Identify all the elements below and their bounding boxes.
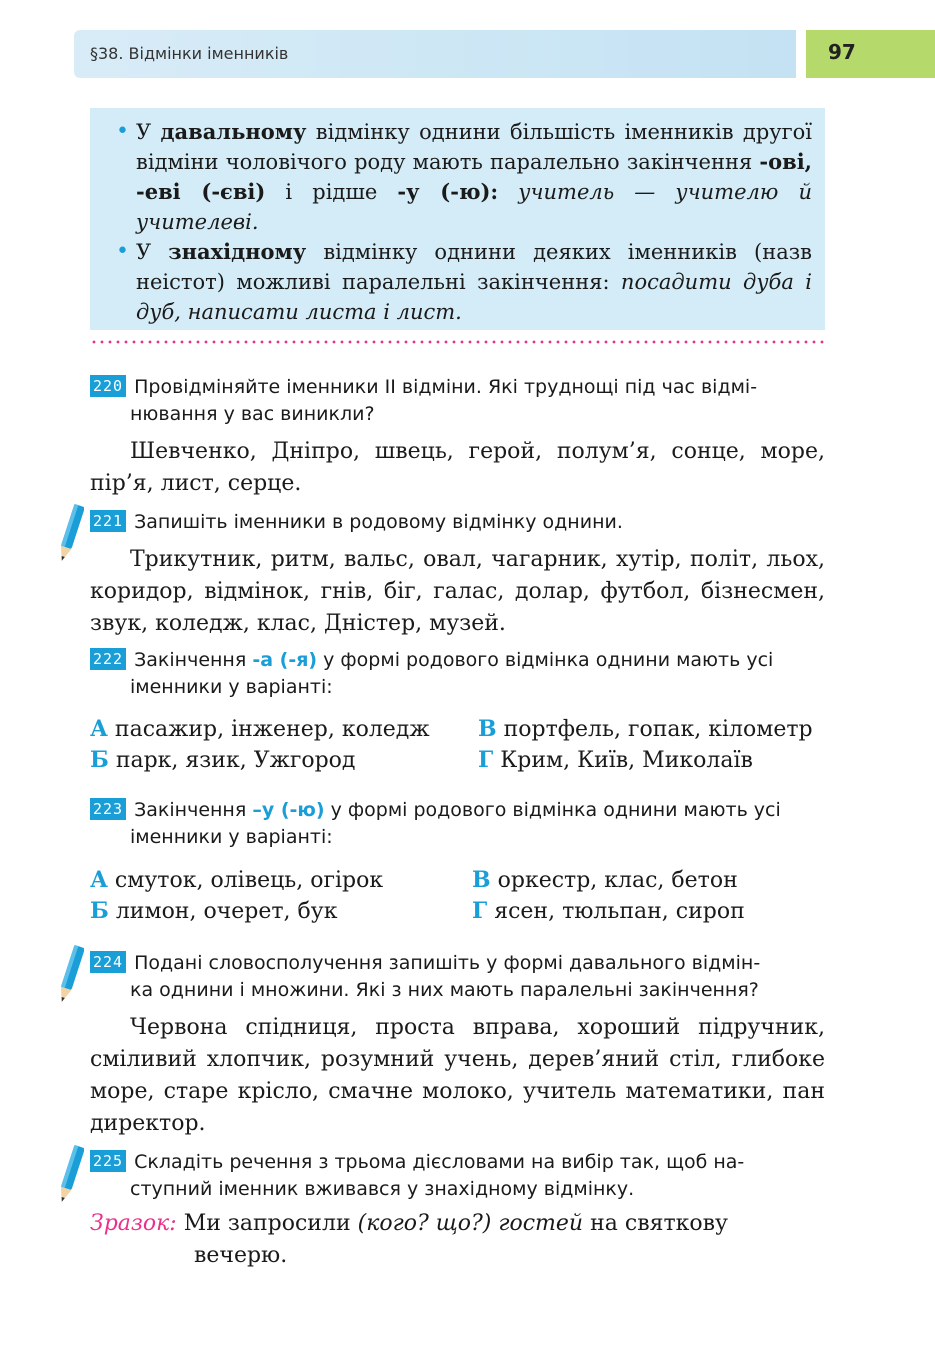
section-title: §38. Відмінки іменників bbox=[90, 44, 289, 63]
bullet-icon: • bbox=[116, 119, 129, 144]
page-header bbox=[74, 30, 796, 78]
sample-label: Зразок: bbox=[90, 1211, 177, 1236]
exercise-number: 224 bbox=[90, 951, 126, 973]
pencil-icon bbox=[56, 502, 84, 566]
bullet-icon: • bbox=[116, 239, 129, 264]
exercise-number: 223 bbox=[90, 798, 126, 820]
option-v: В оркестр, клас, бетон bbox=[472, 867, 738, 893]
exercise-224-text: Червона спідниця, проста вправа, хороший підручник, сміливий хлопчик, розумний учень, дерев’яний стіл, глибоке море, старе крісло, смачне молоко, учитель математики, пан директор. bbox=[90, 1015, 825, 1136]
dotted-divider bbox=[90, 340, 825, 344]
pencil-icon bbox=[56, 943, 84, 1007]
option-g: Г Крим, Київ, Миколаїв bbox=[478, 747, 753, 773]
rule-item-1: • У давальному відмінку однини більшість іменників другої відміни чоловічого роду мають паралельно закінчення -ові, -еві (-єві) і рідше -у (-ю): учитель — учителю й учителеві. bbox=[116, 119, 812, 234]
exercise-220-task: 220 Провідміняйте іменники ІІ відміни. Які труднощі під час відмі- нювання у вас виникли? bbox=[90, 374, 825, 428]
option-g: Г ясен, тюльпан, сироп bbox=[472, 898, 745, 924]
rule-item-2: • У знахідному відмінку однини деяких іменників (назв неістот) можливі паралельні закінчення: посадити дуба і дуб, написати листа і лист. bbox=[116, 239, 812, 324]
option-a: А пасажир, інженер, коледж bbox=[90, 716, 430, 742]
exercise-number: 222 bbox=[90, 648, 126, 670]
option-v: В портфель, гопак, кілометр bbox=[478, 716, 813, 742]
exercise-number: 225 bbox=[90, 1150, 126, 1172]
exercise-224-task: 224 Подані словосполучення запишіть у формі давального відмін- ка однини і множини. Які з них мають паралельні закінчення? bbox=[90, 950, 825, 1004]
exercise-225-task: 225 Складіть речення з трьома дієсловами на вибір так, щоб на- ступний іменник вживався у знахідному відмінку. bbox=[90, 1149, 825, 1203]
exercise-number: 221 bbox=[90, 510, 126, 532]
exercise-223-task: 223 Закінчення –у (-ю) у формі родового відмінка однини мають усі іменники у варіанті: bbox=[90, 797, 825, 851]
page-number: 97 bbox=[828, 40, 856, 64]
exercise-221-text: Трикутник, ритм, вальс, овал, чагарник, хутір, політ, льох, коридор, відмінок, гнів, біг, галас, долар, футбол, бізнесмен, звук, коледж, клас, Дністер, музей. bbox=[90, 547, 825, 636]
exercise-225-sample: Зразок: Ми запросили (кого? що?) гостей на святкову вечерю. bbox=[90, 1211, 728, 1268]
option-b: Б парк, язик, Ужгород bbox=[90, 747, 356, 773]
exercise-220-text: Шевченко, Дніпро, швець, герой, полум’я, сонце, море, пір’я, лист, серце. bbox=[90, 439, 825, 496]
exercise-number: 220 bbox=[90, 375, 126, 397]
page-number-tab bbox=[806, 30, 935, 78]
exercise-221-task: 221 Запишіть іменники в родовому відмінку однини. bbox=[90, 509, 825, 536]
option-a: А смуток, олівець, огірок bbox=[90, 867, 384, 893]
option-b: Б лимон, очерет, бук bbox=[90, 898, 338, 924]
pencil-icon bbox=[56, 1143, 84, 1207]
exercise-222-task: 222 Закінчення -а (-я) у формі родового відмінка однини мають усі іменники у варіанті: bbox=[90, 647, 825, 701]
